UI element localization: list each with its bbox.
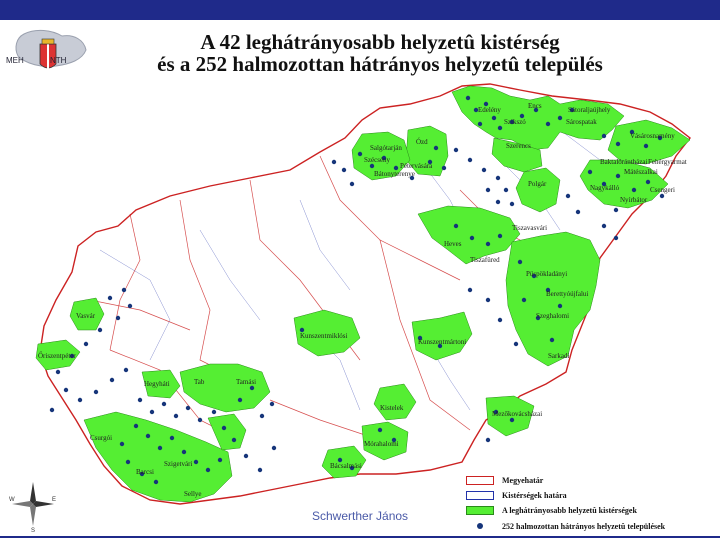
compass-east: E	[52, 497, 57, 503]
compass-west: W	[9, 497, 15, 503]
map-label: Pétervására	[400, 162, 433, 170]
map-label: Mórahalomi	[364, 440, 399, 448]
map-label: Szigetvári	[164, 460, 193, 468]
map-label: Püspökladányi	[526, 270, 568, 278]
map-label: Sátoraljaújhely	[568, 106, 611, 114]
legend-swatch-region-fill	[466, 506, 494, 515]
map-label: Edelény	[478, 106, 501, 114]
map-label: Vasvár	[76, 312, 96, 320]
map-label: Barcsi	[136, 468, 154, 476]
settlement-dot-icon	[477, 523, 483, 529]
map-label: Fehérgyarmat	[648, 158, 687, 166]
map-label: Bácsalmási	[330, 462, 362, 470]
map-label: Ózd	[416, 138, 428, 146]
map-title-line-2: és a 252 halmozottan hátrányos helyzetû település	[157, 52, 603, 76]
map-title-line-1: A 42 leghátrányosabb helyzetû kistérség	[200, 30, 560, 54]
map-label: Encs	[528, 102, 542, 110]
map-label: Heves	[444, 240, 462, 248]
map-label: Szerencs	[506, 142, 531, 150]
compass-rose-icon	[8, 476, 58, 532]
legend-label: A leghátrányosabb helyzetû kistérségek	[502, 505, 637, 515]
map-label: Szécsény	[364, 156, 391, 164]
map-label: Vásárosnamény	[630, 132, 675, 140]
map-label: Bátonyterenye	[374, 170, 415, 178]
legend-label: 252 halmozottan hátrányos helyzetû települések	[502, 521, 666, 531]
map-label: Salgótarján	[370, 144, 402, 152]
logo-text-left: MEH	[6, 56, 24, 65]
compass-south: S	[31, 528, 36, 532]
logo-text-right: NTH	[50, 56, 67, 65]
footer-line	[0, 536, 720, 538]
map-label: Kistelek	[380, 404, 404, 412]
map-legend	[466, 472, 716, 534]
legend-swatch-county-border	[466, 476, 494, 485]
map-label: Sárospatak	[566, 118, 597, 126]
legend-item-subregion-border	[466, 489, 567, 501]
map-label: Nyírbátor	[620, 196, 648, 204]
map-label: Tamási	[236, 378, 257, 386]
legend-item-settlement-dot	[466, 520, 665, 532]
map-label: Hegyháti	[144, 380, 170, 388]
legend-item-county-border	[466, 474, 543, 486]
author-credit: Schwerther János	[312, 509, 409, 523]
legend-swatch-subregion-border	[466, 491, 494, 500]
map-label: Berettyóújfalui	[546, 290, 589, 298]
legend-swatch-settlement-dot	[466, 522, 494, 531]
map-label: Mátészalkai	[624, 168, 658, 176]
map-label: Nagykálló	[590, 184, 620, 192]
map-label: Mezőkovácsházai	[492, 410, 543, 418]
map-label: Csurgói	[90, 434, 113, 442]
map-label: Kunszentmártoni	[418, 338, 467, 346]
map-label: Szikszó	[504, 118, 526, 126]
map-label: Tab	[194, 378, 205, 386]
map-label: Sarkadi	[548, 352, 570, 360]
legend-item-region-fill	[466, 504, 637, 516]
map-label: Tiszafüred	[470, 256, 500, 264]
map-label: Kunszentmiklósi	[300, 332, 348, 340]
legend-label: Megyehatár	[502, 475, 544, 485]
legend-label: Kistérségek határa	[502, 490, 567, 500]
map-label: Sellye	[184, 490, 202, 498]
map-label: Baktalórántházai	[600, 158, 648, 166]
map-label: Őriszentpéter	[38, 352, 76, 360]
map-label: Csengeri	[650, 186, 675, 194]
map-label: Polgár	[528, 180, 547, 188]
map-label: Tiszavasvári	[512, 224, 548, 232]
map-label: Szeghalomi	[536, 312, 570, 320]
